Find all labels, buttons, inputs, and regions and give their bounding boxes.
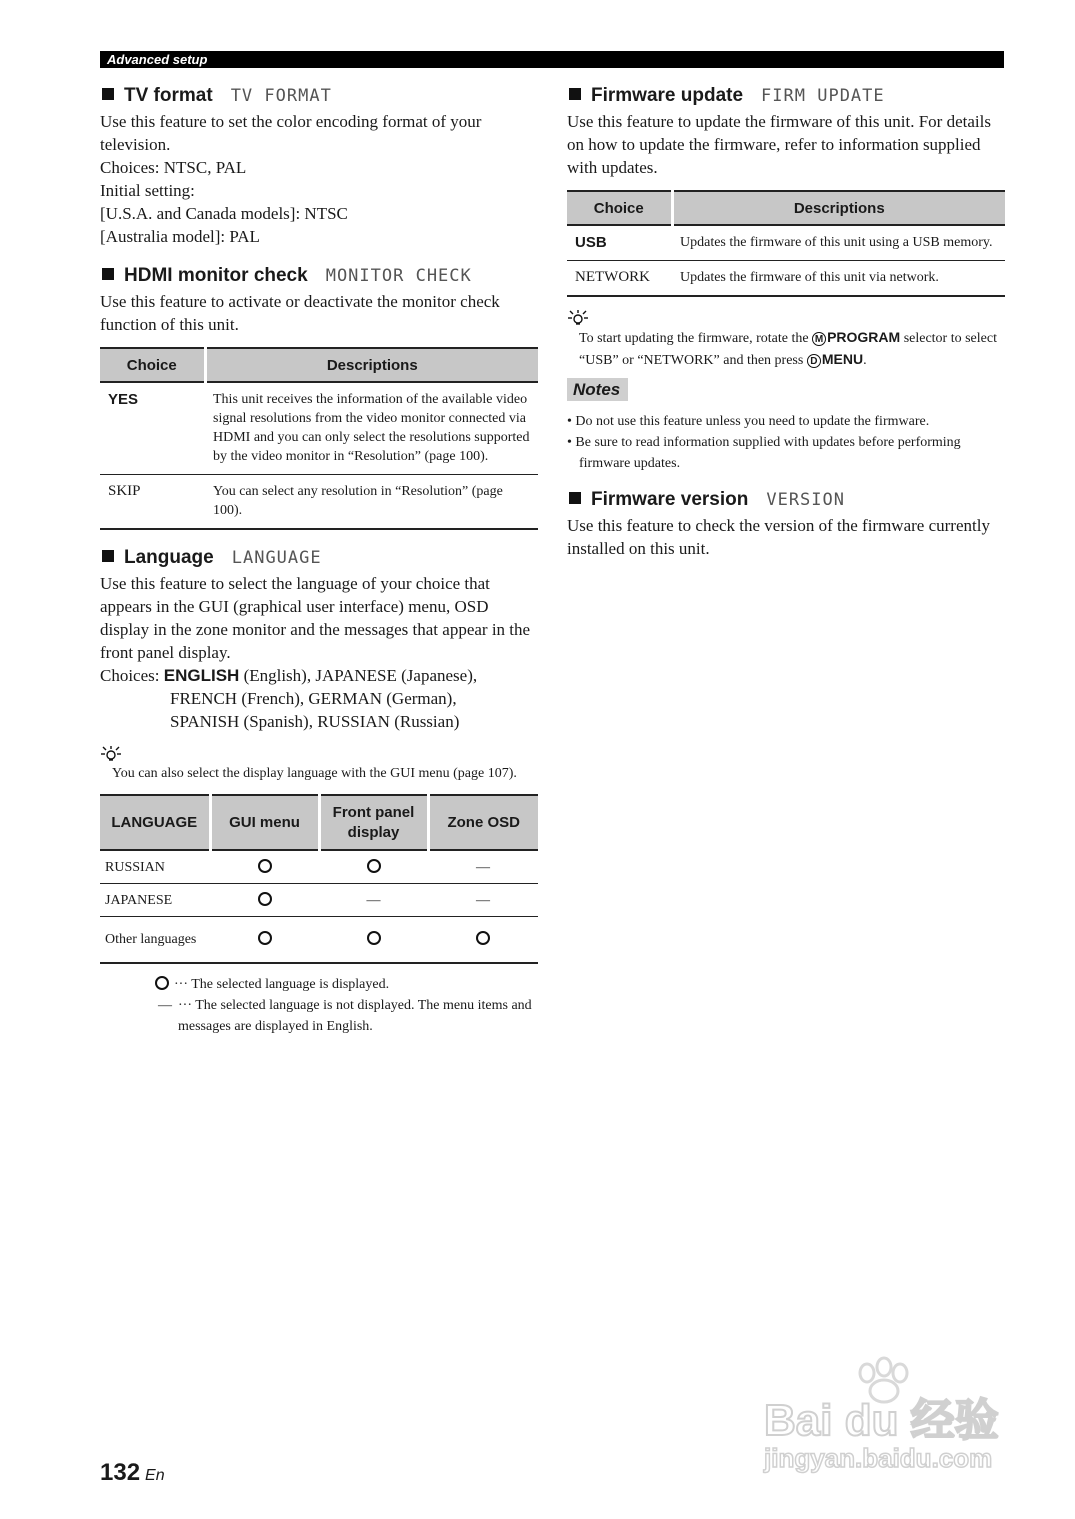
front-panel-cell: [319, 850, 428, 884]
table-row: [100, 917, 538, 964]
firmware-update-description: Use this feature to update the firmware of this unit. For details on how to update the firmware, refer to information supplied with updates.: [567, 112, 991, 177]
zone-osd-cell: —: [428, 850, 538, 884]
legend-circle-text: ··· The selected language is displayed.: [174, 977, 390, 992]
language-choices-line2: FRENCH (French), GERMAN (German),: [170, 689, 457, 708]
front-panel-cell: —: [319, 884, 428, 917]
gui-menu-cell: [210, 884, 319, 917]
language-lcd-label: LANGUAGE: [231, 548, 322, 568]
table-header-descriptions: Descriptions: [205, 348, 538, 382]
language-cell: JAPANESE: [100, 884, 210, 917]
language-cell: Other languages: [100, 917, 210, 964]
menu-key-label: MENU: [821, 351, 864, 367]
table-row: [567, 225, 1005, 261]
choice-cell: USB: [567, 225, 672, 261]
table-row: [100, 850, 538, 884]
legend-dash-row: [100, 995, 538, 1037]
circle-mark-icon: [155, 976, 169, 990]
right-column: [567, 82, 1005, 560]
square-bullet-icon: [102, 88, 114, 100]
circle-mark-icon: [258, 931, 272, 945]
left-column: [100, 82, 538, 1037]
table-row: [100, 382, 538, 475]
circle-mark-icon: [367, 931, 381, 945]
hdmi-monitor-lcd-label: MONITOR CHECK: [325, 266, 472, 286]
tv-format-initial-australia: [Australia model]: PAL: [100, 227, 260, 246]
hdmi-monitor-table: [100, 347, 538, 530]
description-cell: This unit receives the information of the available video signal resolutions from the video monitor connected via HDMI and you can only select the resolutions supported by the video monitor in “Resolution” (page 100).: [205, 382, 538, 475]
table-header-front-panel: Front panel display: [319, 795, 428, 850]
square-bullet-icon: [102, 268, 114, 280]
table-header-descriptions: Descriptions: [672, 191, 1005, 225]
notes-label: Notes: [567, 378, 628, 401]
program-key-icon: M: [812, 332, 826, 346]
square-bullet-icon: [102, 550, 114, 562]
circle-mark-icon: [476, 931, 490, 945]
table-header-language: LANGUAGE: [100, 795, 210, 850]
description-cell: Updates the firmware of this unit via network.: [672, 261, 1005, 297]
hdmi-monitor-description: Use this feature to activate or deactivate the monitor check function of this unit.: [100, 292, 500, 334]
circle-mark-icon: [258, 859, 272, 873]
gui-menu-cell: [210, 850, 319, 884]
firmware-update-lcd-label: FIRM UPDATE: [761, 86, 885, 106]
list-item: • Be sure to read information supplied with updates before performing firmware updates.: [567, 435, 961, 471]
language-table-legend: [100, 974, 538, 1037]
choice-cell: YES: [100, 382, 205, 475]
firmware-update-table: [567, 190, 1005, 297]
table-header-choice: Choice: [567, 191, 672, 225]
dash-mark: —: [158, 998, 172, 1013]
page-language: En: [145, 1467, 165, 1484]
table-header-zone-osd: Zone OSD: [428, 795, 538, 850]
section-header-bar: [100, 51, 1004, 68]
zone-osd-cell: [428, 917, 538, 964]
choice-cell: NETWORK: [567, 261, 672, 297]
firmware-update-heading: Firmware update FIRM UPDATE: [567, 82, 1005, 110]
gui-menu-cell: [210, 917, 319, 964]
legend-circle-row: [100, 974, 538, 995]
tv-format-lcd-label: TV FORMAT: [230, 86, 332, 106]
list-item: • Do not use this feature unless you need to update the firmware.: [567, 414, 930, 429]
language-description: Use this feature to select the language of your choice that appears in the GUI (graphical user interface) menu, OSD display in the zone monitor and the messages that appear in the front panel display.: [100, 574, 531, 662]
table-row: [567, 261, 1005, 297]
table-row: [100, 884, 538, 917]
table-header-row: [567, 191, 1005, 225]
table-header-row: [100, 795, 538, 850]
tv-format-description: Use this feature to set the color encoding format of your television.: [100, 112, 482, 154]
description-cell: You can select any resolution in “Resolution” (page 100).: [205, 475, 538, 530]
front-panel-cell: [319, 917, 428, 964]
tv-format-initial-usa: [U.S.A. and Canada models]: NTSC: [100, 204, 348, 223]
hint-lightbulb-icon: [100, 745, 122, 763]
table-header-gui-menu: GUI menu: [210, 795, 319, 850]
firmware-version-lcd-label: VERSION: [766, 490, 845, 510]
hdmi-monitor-check-heading: HDMI monitor check MONITOR CHECK: [100, 262, 538, 290]
hint-lightbulb-icon: [567, 309, 589, 327]
tv-format-heading: TV format TV FORMAT: [100, 82, 538, 110]
watermark-url: jingyan.baidu.com: [764, 1443, 993, 1473]
watermark-brand: Bai du 经验: [764, 1396, 999, 1445]
firmware-update-tip: To start updating the firmware, rotate the M PROGRAM selector to select “USB” or “NETWORK” and then press D MENU.: [579, 329, 997, 368]
language-choices-line3: SPANISH (Spanish), RUSSIAN (Russian): [170, 712, 460, 731]
notes-list: [567, 411, 1005, 474]
square-bullet-icon: [569, 88, 581, 100]
circle-mark-icon: [367, 859, 381, 873]
language-default-choice: ENGLISH: [163, 666, 240, 685]
section-label: Advanced setup: [107, 52, 208, 67]
table-row: [100, 475, 538, 530]
square-bullet-icon: [569, 492, 581, 504]
language-cell: RUSSIAN: [100, 850, 210, 884]
language-heading: Language LANGUAGE: [100, 544, 538, 572]
language-tip: You can also select the display language with the GUI menu (page 107).: [112, 766, 517, 781]
tv-format-initial-label: Initial setting:: [100, 181, 195, 200]
table-header-choice: Choice: [100, 348, 205, 382]
tv-format-choices: Choices: NTSC, PAL: [100, 158, 247, 177]
choice-cell: SKIP: [100, 475, 205, 530]
firmware-version-description: Use this feature to check the version of the firmware currently installed on this unit.: [567, 516, 990, 558]
zone-osd-cell: —: [428, 884, 538, 917]
language-choices: Choices: ENGLISH (English), JAPANESE (Japanese),: [100, 666, 478, 685]
page-number: 132 En: [100, 1459, 165, 1486]
language-support-table: [100, 794, 538, 964]
menu-key-icon: D: [807, 354, 821, 368]
firmware-version-heading: Firmware version VERSION: [567, 486, 1005, 514]
table-header-row: [100, 348, 538, 382]
program-key-label: PROGRAM: [827, 329, 901, 345]
legend-dash-text: ··· The selected language is not displayed. The menu items and messages are displayed in English.: [178, 998, 532, 1034]
description-cell: Updates the firmware of this unit using a USB memory.: [672, 225, 1005, 261]
circle-mark-icon: [258, 892, 272, 906]
baidu-watermark-logo: [762, 1355, 1012, 1480]
